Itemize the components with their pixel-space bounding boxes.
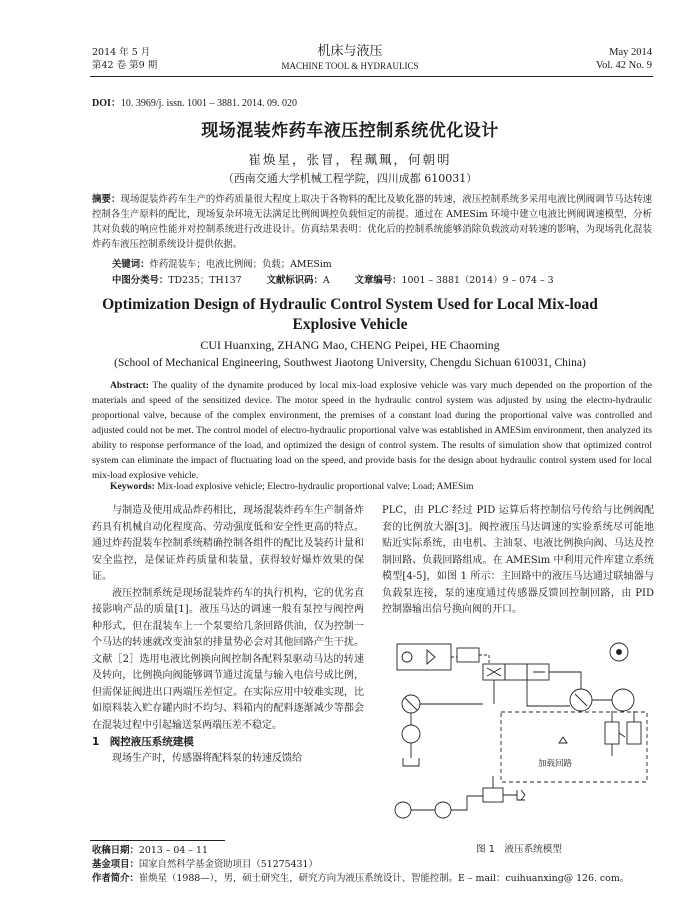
footnote-funding <box>92 858 629 872</box>
clc-value: TD235；TH137 <box>168 275 242 286</box>
header-issue <box>596 46 652 72</box>
funding-label: 基金项目： <box>92 859 139 870</box>
header-rule <box>90 76 653 77</box>
abstract-cn-text: 现场混装炸药车生产的炸药质量很大程度上取决于各物料的配比及敏化器的转速，液压控制系统多采用电液比例阀调节马达转速控制各生产原料的配比，现场复杂环境无法满足比例阀调控负载恒定的前提。通过在 AMESim 环境中建立电液比例阀调速模型，分析其对负载的响应性能并对控制系统进行改进设计。仿真结果表明：优化后的控制系统能够消除负载波动对转速的影响，为现场乳化混装炸药车液压控制系统设计提供依据。 <box>92 194 652 250</box>
abstract-cn-label: 摘要： <box>92 194 121 205</box>
figure-caption: 图 1 液压系统模型 <box>476 844 562 855</box>
header-volume-cn: 第42 卷 第9 期 <box>92 60 158 71</box>
authors-en: CUI Huanxing, ZHANG Mao, CHENG Peipei, HE Chaoming <box>200 338 500 352</box>
title-cn: 现场混装炸药车液压控制系统优化设计 <box>201 121 499 141</box>
doi-value: 10. 3969/j. issn. 1001 – 3881. 2014. 09. 020 <box>120 98 298 109</box>
header-volume-en: Vol. 42 No. 9 <box>595 60 652 71</box>
footnote-rule <box>90 840 225 841</box>
keywords-cn <box>112 256 332 270</box>
footnote-received <box>92 844 629 858</box>
body-paragraph-1: 与制造及使用成品炸药相比，现场混装炸药车生产制备炸药具有机械自动化程度高、劳动强度低和安全性更高的特点。通过炸药混装车控制系统精确控制各组件的配比及装药计量和安全监控，是保证炸药质量和装量，获得较好爆炸效果的保证。 <box>92 505 364 582</box>
doi-label: DOI： <box>92 98 121 109</box>
clc-label: 中图分类号： <box>112 275 169 286</box>
load-circuit-box <box>501 712 647 782</box>
abstract-en-text: The quality of the dynamite produced by local mix-load explosive vehicle was vary much depended on the proportion of the materials and speed of the sensitized device. The motor speed in the hydraulic control system was adjusted by using the electro-hydraulic proportional valve, because of the complex environment, the premises of a constant load during the proportional valve was controlled and adjusted could not be met. The control model of electro-hydraulic proportional valve was established in AMESim environment, then analyzed its ability to response performance of the load, and optimized the design of control system. The results of simulation show that optimized control system can eliminate the impact of fluctuating load on the speed, and provide basis for the design about hydraulic control system used for local mix-load explosive vehicle. <box>92 380 652 481</box>
footnotes <box>92 844 629 886</box>
body-left-column <box>92 503 364 768</box>
abstract-en <box>92 378 652 483</box>
header-date-cn: 2014 年 5 月 <box>92 47 151 58</box>
funding-value: 国家自然科学基金资助项目（51275431） <box>138 859 318 870</box>
body-paragraph-3: 现场生产时，传感器将配料泵的转速反馈给 <box>112 753 302 764</box>
classification-line <box>112 272 554 286</box>
keywords-en <box>110 479 473 494</box>
abstract-cn <box>92 192 652 252</box>
footnote-author <box>92 872 629 886</box>
load-pump-icon <box>612 689 634 711</box>
header-journal <box>200 44 500 72</box>
doi-line <box>92 94 297 109</box>
body-paragraph-4: PLC，由 PLC 经过 PID 运算后将控制信号传给与比例阀配套的比例放大器[3]。阀控液压马达调速的实验系统尽可能地贴近实际系统，由电机、主油泵、电液比例换向阀、马达及控制回路、负载回路组成。在 AMESim 中利用元件库建立系统模型[4-5]，如图 1 所示：主回路中的液压马达通过联轴器与负载泵连接，泵的速度通过传感器反馈回控制回路，由 PID 控制器输出信号换向阀的开口。 <box>382 505 654 615</box>
received-label: 收稿日期： <box>92 845 139 856</box>
journal-name-en: MACHINE TOOL & HYDRAULICS <box>281 61 419 71</box>
article-no-label: 文章编号： <box>354 275 402 286</box>
keywords-cn-text: 炸药混装车；电液比例阀；负载；AMESim <box>149 259 332 270</box>
hydraulic-system-figure <box>383 638 655 828</box>
authors-cn: 崔焕星，张冒，程珮珮，何朝明 <box>248 152 452 167</box>
doc-code-label: 文献标识码： <box>266 275 323 286</box>
affiliation-cn: （西南交通大学机械工程学院，四川成都 610031） <box>222 172 478 185</box>
author-bio-value: 崔焕星（1988—），男，硕士研究生，研究方向为液压系统设计、智能控制。E – mail：cuihuanxing@ 126. com。 <box>138 873 630 884</box>
body-paragraph-2: 液压控制系统是现场混装炸药车的执行机构，它的优劣直接影响产品的质量[1]。液压马达的调速一般有泵控与阀控两种形式，但在混装车上一个泵要给几条回路供油，仅为控制一个马达的转速就改变油泵的排量势必会对其他回路产生干扰。文献［2］选用电液比例换向阀控制各配料泵驱动马达的转速及转向，比例换向阀能够调节通过流量与输入电信号成比例，但需保证阀进出口两端压差恒定。在实际应用中较难实现，比如原料装入贮存罐内时不均匀、料箱内的配料逐渐减少等都会在混装过程中引起输送泵两端压差不稳定。 <box>92 587 364 731</box>
author-bio-label: 作者简介： <box>92 873 139 884</box>
article-no-value: 1001 – 3881（2014）9 – 074 – 3 <box>401 275 554 286</box>
title-en-line2: Explosive Vehicle <box>292 316 408 333</box>
journal-name-cn: 机床与液压 <box>317 44 383 59</box>
title-en-line1: Optimization Design of Hydraulic Control System Used for Local Mix-load <box>102 296 598 313</box>
header-date-en: May 2014 <box>609 47 652 58</box>
doc-code-value: A <box>322 275 330 286</box>
load-circuit-label: 加载回路 <box>538 759 573 769</box>
header-date <box>92 46 157 72</box>
keywords-cn-label: 关键词： <box>112 259 150 270</box>
title-en <box>0 295 700 335</box>
body-right-column <box>382 503 654 619</box>
abstract-en-label: Abstract: <box>110 380 149 391</box>
section-heading-1: 1 阀控液压系统建模 <box>92 736 194 748</box>
control-loop-block <box>397 644 451 670</box>
keywords-en-label: Keywords: <box>110 481 155 492</box>
affiliation-en: (School of Mechanical Engineering, Southwest Jiaotong University, Chengdu Sichuan 610031, China) <box>114 357 586 369</box>
keywords-en-text: Mix-load explosive vehicle; Electro-hydraulic proportional valve; Load; AMESim <box>157 481 474 492</box>
electric-motor-icon <box>402 725 420 743</box>
tank-icon <box>403 758 419 766</box>
received-value: 2013 – 04 – 11 <box>138 845 208 856</box>
